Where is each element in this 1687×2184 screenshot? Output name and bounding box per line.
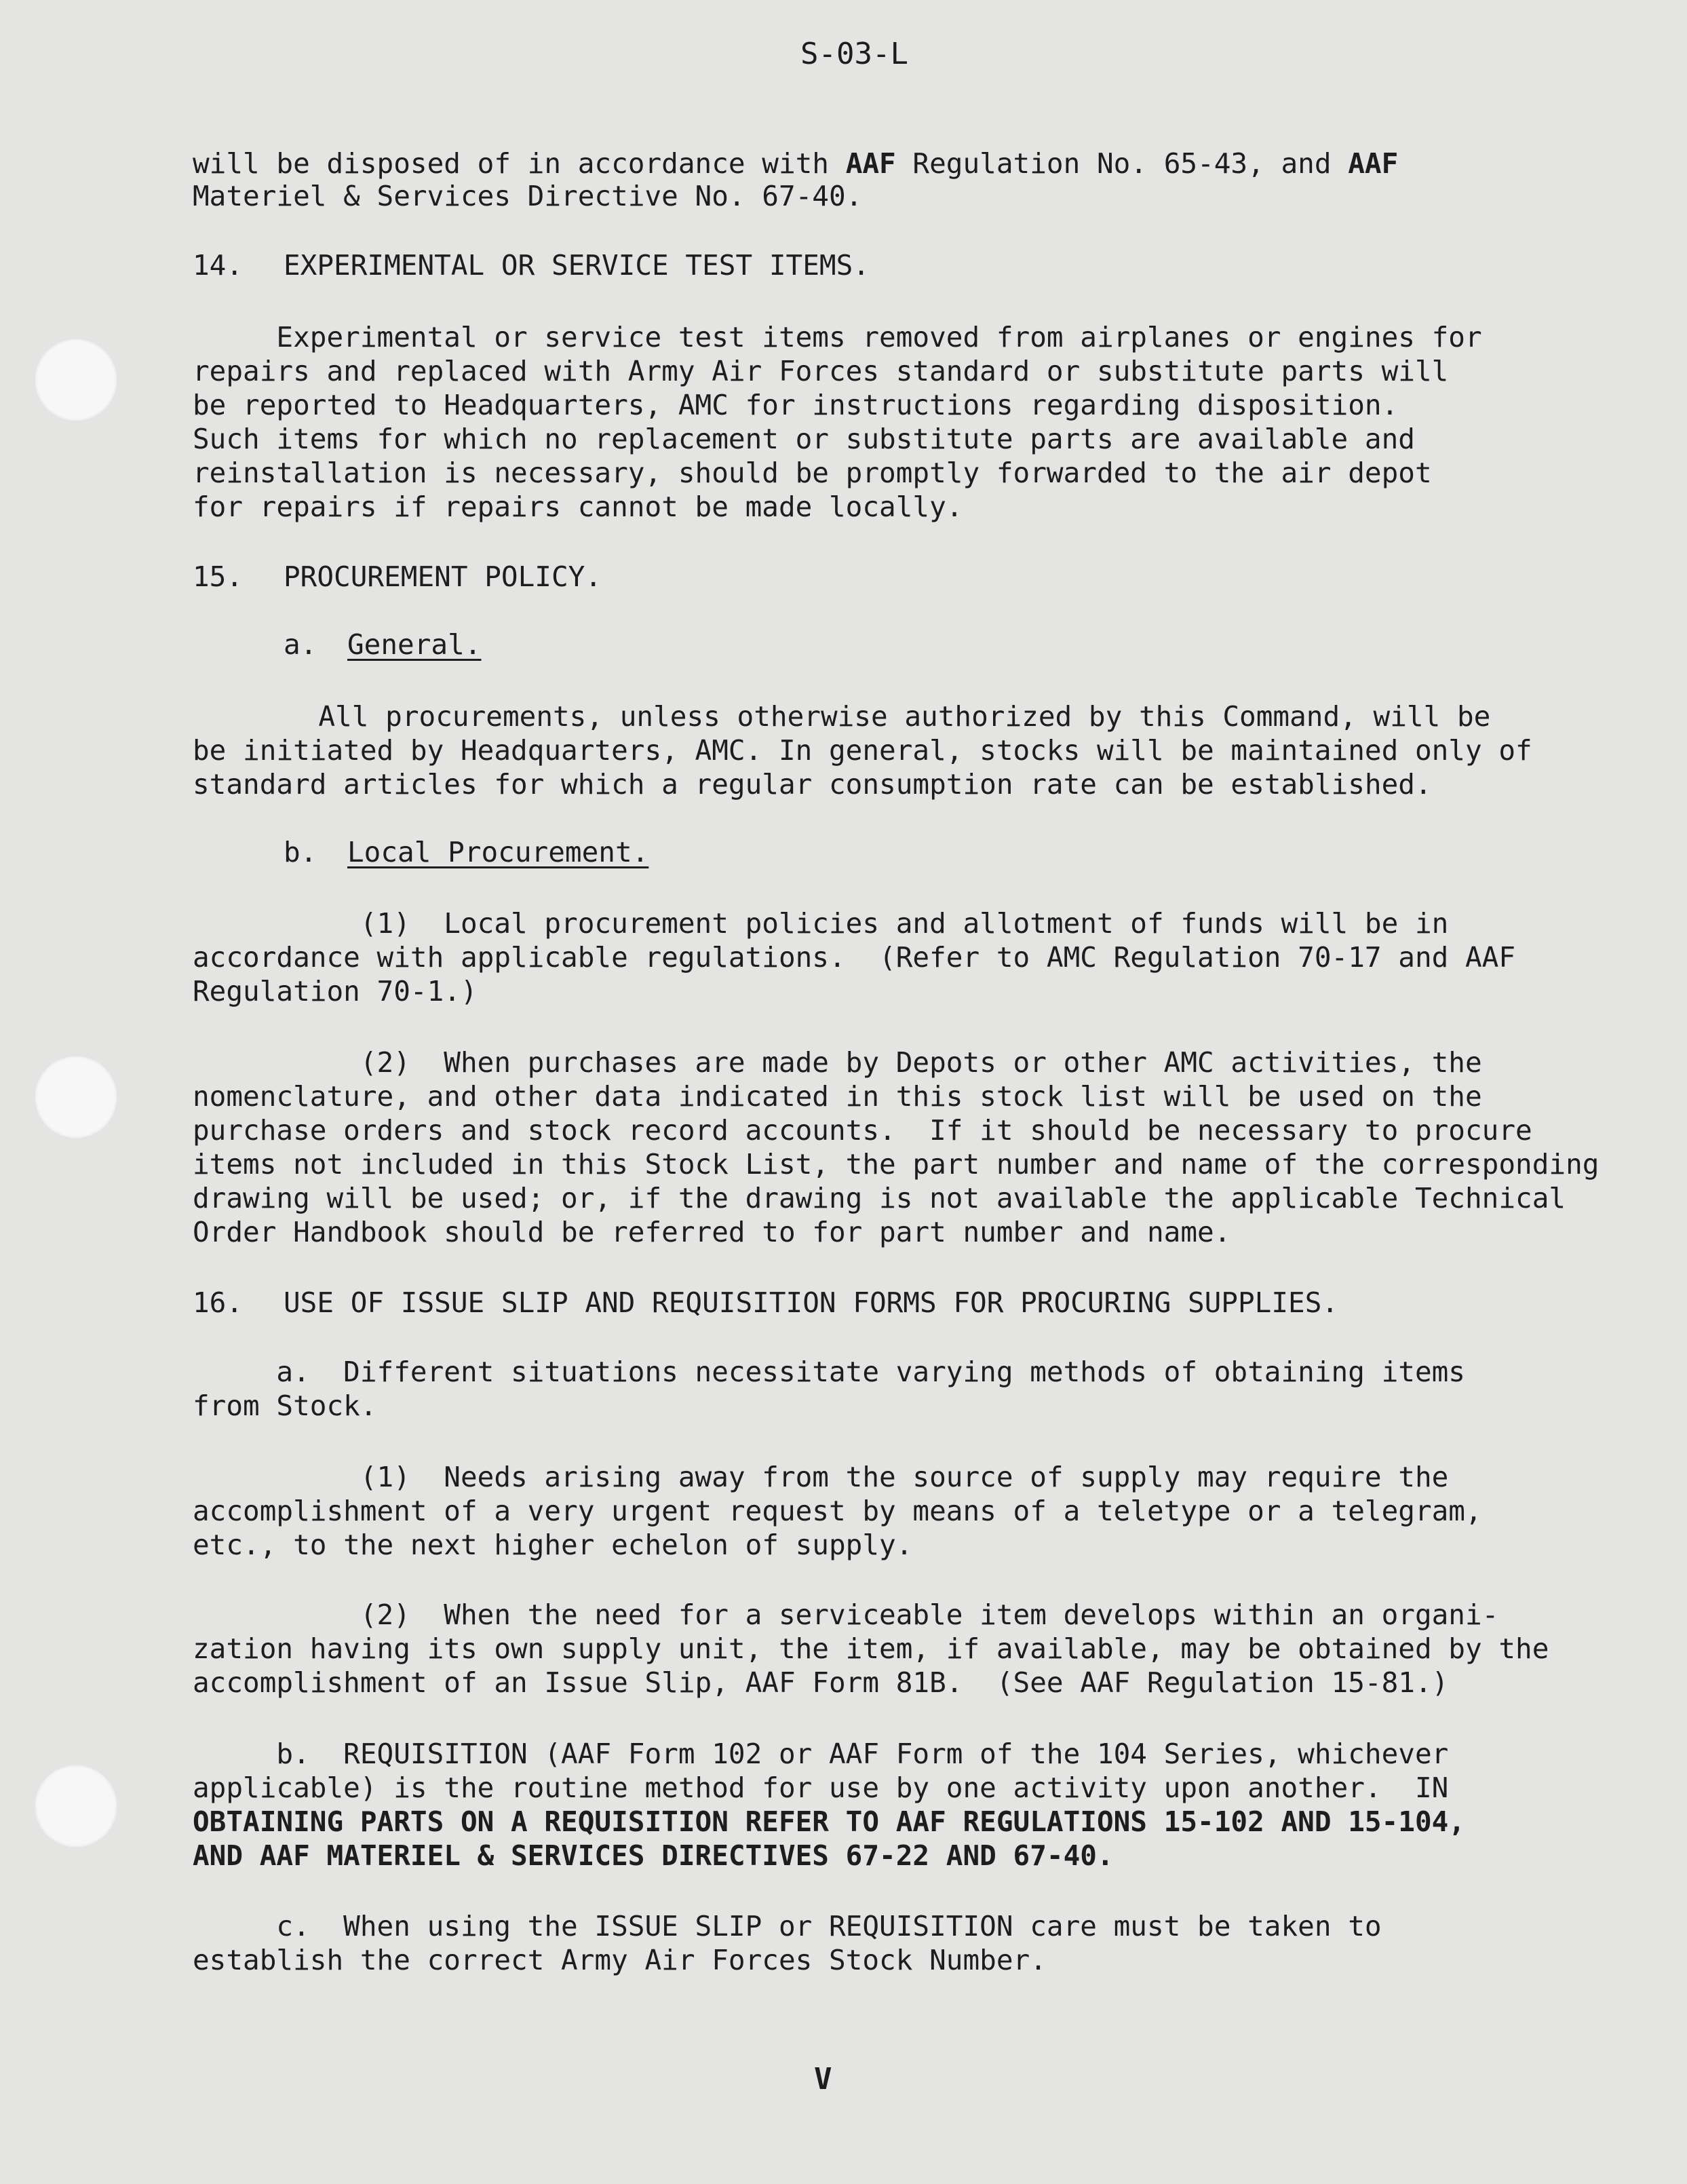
section-15-title: PROCUREMENT POLICY. [284,560,602,593]
section-15b1-line-3: Regulation 70-1.) [193,975,478,1008]
section-15b2-line-6: Order Handbook should be referred to for part number and name. [193,1216,1231,1248]
section-15-number: 15. [193,560,244,593]
cont-text-1b: AAF [845,147,896,180]
cont-text-1c: Regulation No. 65-43, and [895,147,1349,180]
section-15a-title: General. [347,628,482,661]
section-15b-title: Local Procurement. [347,836,649,868]
cont-text-1a: will be disposed of in accordance with [193,147,846,180]
section-15b1-line-1: (1) Local procurement policies and allotment of funds will be in [193,907,1449,940]
section-15b2-line-2: nomenclature, and other data indicated in this stock list will be used on the [193,1080,1482,1113]
section-14-line-4: Such items for which no replacement or substitute parts are available and [193,423,1415,455]
section-15b2-line-3: purchase orders and stock record accounts. If it should be necessary to procure [193,1114,1532,1147]
section-16-title: USE OF ISSUE SLIP AND REQUISITION FORMS FOR PROCURING SUPPLIES. [284,1286,1339,1319]
section-16a2-line-3: accomplishment of an Issue Slip, AAF Form 81B. (See AAF Regulation 15-81.) [193,1666,1449,1699]
section-14-line-6: for repairs if repairs cannot be made locally. [193,491,963,523]
section-15b2-line-1: (2) When purchases are made by Depots or other AMC activities, the [193,1046,1482,1079]
section-16a-line-2: from Stock. [193,1390,377,1422]
section-14-line-2: repairs and replaced with Army Air Forces standard or substitute parts will [193,355,1449,387]
section-16a1-line-1: (1) Needs arising away from the source of supply may require the [193,1461,1449,1493]
section-15b-label: b. [284,836,317,868]
section-16b-line-4: AND AAF MATERIEL & SERVICES DIRECTIVES 67-22 AND 67-40. [193,1839,1114,1872]
section-15b2-line-4: items not included in this Stock List, the part number and name of the corresponding [193,1148,1599,1181]
section-14-line-5: reinstallation is necessary, should be promptly forwarded to the air depot [193,457,1432,489]
section-16c-line-1: c. When using the ISSUE SLIP or REQUISITION care must be taken to [193,1910,1382,1942]
section-15b2-line-5: drawing will be used; or, if the drawing is not available the applicable Technical [193,1182,1566,1214]
section-16a1-line-2: accomplishment of a very urgent request by means of a teletype or a telegram, [193,1495,1482,1527]
section-16a1-line-3: etc., to the next higher echelon of supply. [193,1529,913,1561]
document-code: S-03-L [800,37,908,71]
section-15a-line-3: standard articles for which a regular consumption rate can be established. [193,768,1432,801]
section-16b-line-2: applicable) is the routine method for use by one activity upon another. IN [193,1771,1449,1804]
cont-text-1d: AAF [1348,147,1399,180]
section-15a-line-2: be initiated by Headquarters, AMC. In general, stocks will be maintained only of [193,734,1532,767]
section-16c-line-2: establish the correct Army Air Forces Stock Number. [193,1944,1047,1976]
section-16-number: 16. [193,1286,244,1319]
continuation-line-2: Materiel & Services Directive No. 67-40. [193,180,863,212]
section-16b-line-1: b. REQUISITION (AAF Form 102 or AAF Form of the 104 Series, whichever [193,1738,1449,1770]
section-14-line-1: Experimental or service test items removed from airplanes or engines for [193,321,1482,353]
section-14-title: EXPERIMENTAL OR SERVICE TEST ITEMS. [284,249,870,282]
continuation-line-1 [193,147,1398,180]
section-16a2-line-2: zation having its own supply unit, the item, if available, may be obtained by the [193,1632,1549,1665]
page-number: V [814,2062,832,2096]
section-16b-line-3: OBTAINING PARTS ON A REQUISITION REFER TO AAF REGULATIONS 15-102 AND 15-104, [193,1805,1465,1838]
section-15a-line-1: All procurements, unless otherwise authorized by this Command, will be [235,700,1491,733]
section-15a-label: a. [284,628,317,661]
section-15b1-line-2: accordance with applicable regulations. (Refer to AMC Regulation 70-17 and AAF [193,941,1516,974]
section-14-number: 14. [193,249,244,282]
section-14-line-3: be reported to Headquarters, AMC for instructions regarding disposition. [193,389,1399,421]
section-16a2-line-1: (2) When the need for a serviceable item develops within an organi- [193,1598,1499,1631]
section-16a-line-1: a. Different situations necessitate varying methods of obtaining items [193,1356,1465,1388]
